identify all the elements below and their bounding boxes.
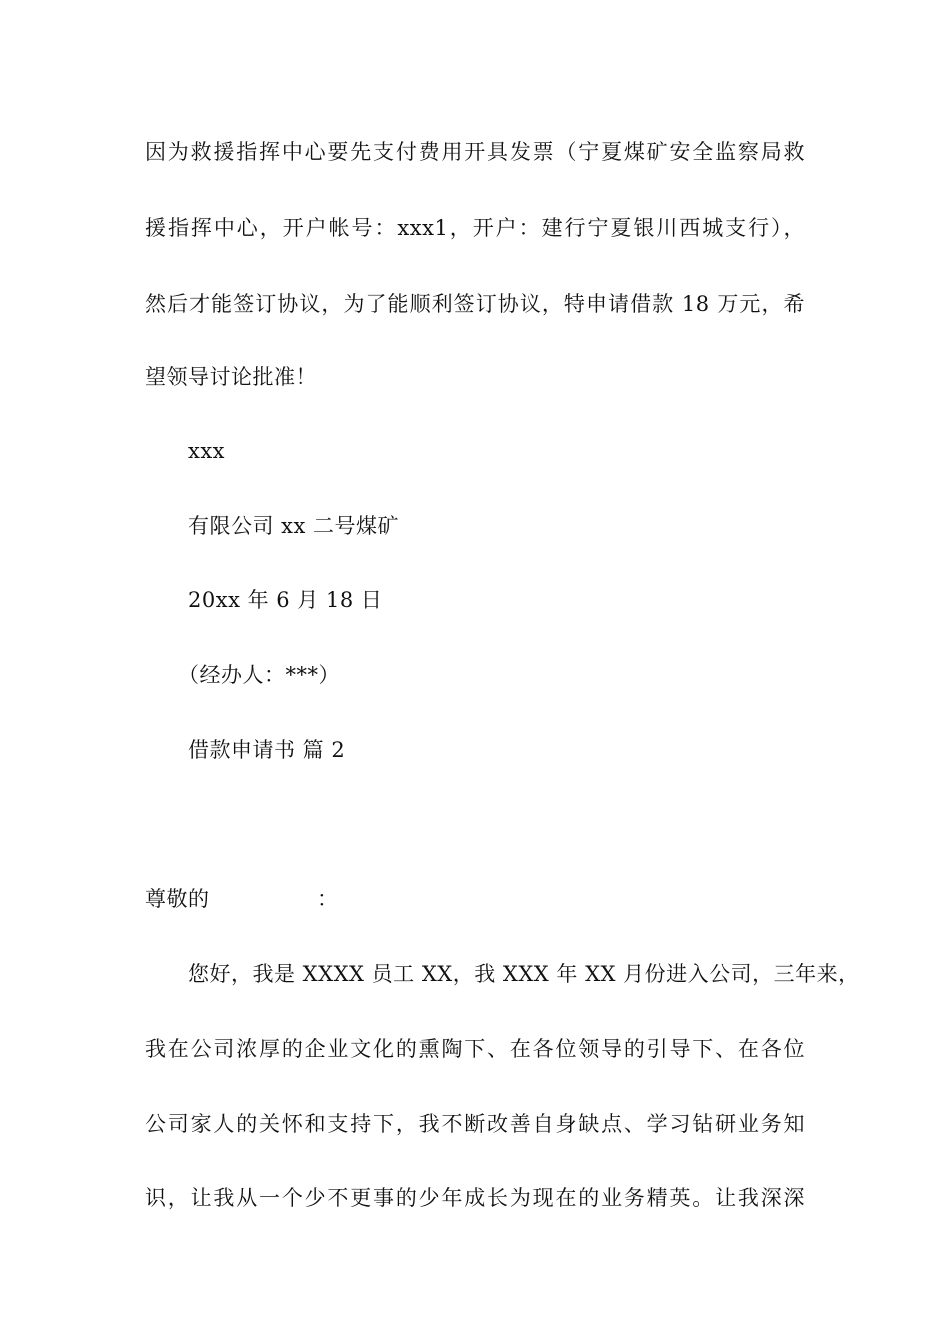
signature-company: 有限公司 xx 二号煤矿 [188, 514, 400, 538]
paragraph2-line-4: 识，让我从一个少不更事的少年成长为现在的业务精英。让我深深 [145, 1186, 805, 1210]
section-title: 借款申请书 篇 2 [188, 738, 346, 762]
paragraph1-line-2: 援指挥中心，开户帐号：xxx1，开户：建行宁夏银川西城支行）， [145, 216, 805, 240]
signature-date: 20xx 年 6 月 18 日 [188, 588, 383, 612]
paragraph1-line-3: 然后才能签订协议，为了能顺利签订协议，特申请借款 18 万元，希 [145, 292, 805, 316]
signature-handler: （经办人：***） [178, 663, 340, 687]
paragraph2-line-1: 您好，我是 XXXX 员工 XX，我 XXX 年 XX 月份进入公司，三年来， [188, 962, 860, 986]
paragraph2-line-2: 我在公司浓厚的企业文化的熏陶下、在各位领导的引导下、在各位 [145, 1037, 805, 1061]
signature-name: xxx [188, 439, 226, 463]
salutation: 尊敬的 ： [145, 887, 339, 911]
paragraph1-line-1: 因为救援指挥中心要先支付费用开具发票（宁夏煤矿安全监察局救 [145, 140, 805, 164]
paragraph1-line-4: 望领导讨论批准！ [145, 365, 317, 389]
paragraph2-line-3: 公司家人的关怀和支持下，我不断改善自身缺点、学习钻研业务知 [145, 1112, 805, 1136]
